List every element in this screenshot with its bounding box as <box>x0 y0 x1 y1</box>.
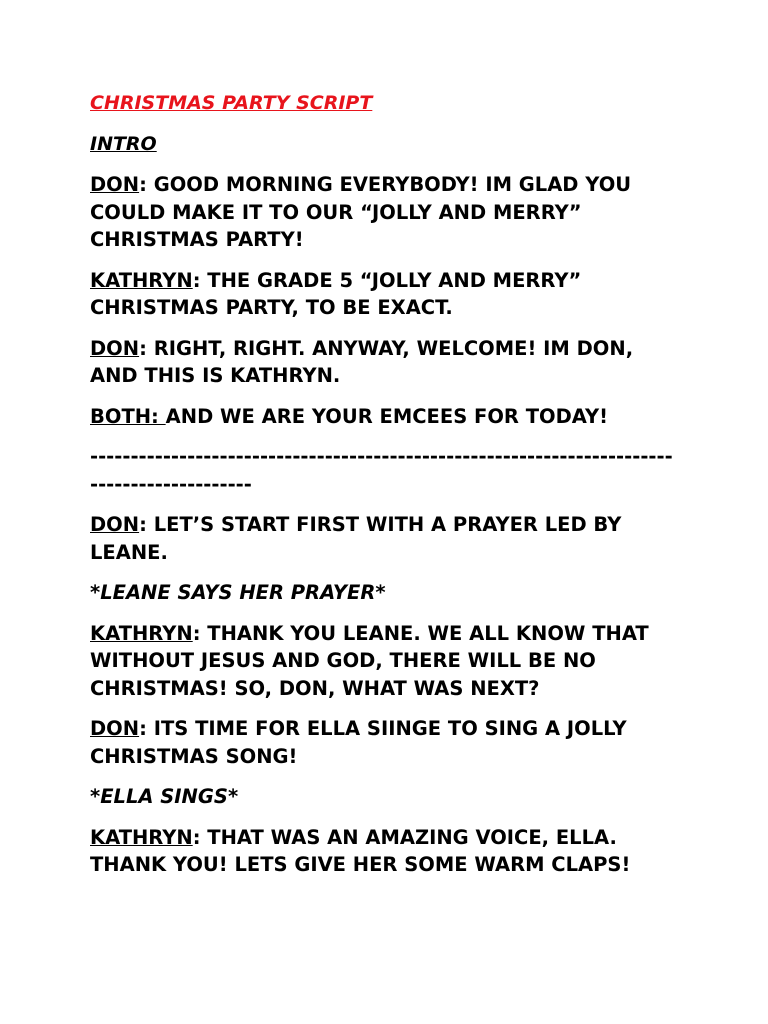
script-document <box>90 90 680 892</box>
dialogue-line <box>90 403 680 431</box>
dialogue-text: GOOD MORNING EVERYBODY! IM GLAD YOU COULD MAKE IT TO OUR “JOLLY AND MERRY” CHRISTMAS PARTY! <box>90 173 632 251</box>
dialogue-line <box>90 267 680 322</box>
intro-heading: INTRO <box>90 132 157 155</box>
speaker-name: DON <box>90 717 140 740</box>
speaker-name: DON <box>90 336 140 360</box>
dialogue-text: THAT WAS AN AMAZING VOICE, ELLA. THANK YOU! LETS GIVE HER SOME WARM CLAPS! <box>90 825 631 876</box>
document-title: CHRISTMAS PARTY SCRIPT <box>90 92 373 114</box>
speaker-separator: : <box>192 268 201 292</box>
dialogue-text: THANK YOU LEANE. WE ALL KNOW THAT WITHOUT JESUS AND GOD, THERE WILL BE NO CHRISTMAS! SO, DON, WHAT WAS NEXT? <box>90 621 649 700</box>
speaker-separator: : <box>139 717 147 740</box>
dialogue-line <box>90 620 680 703</box>
speaker-name: KATHRYN <box>90 621 193 645</box>
speaker-separator: : <box>139 513 147 536</box>
speaker-separator: : <box>192 621 201 645</box>
dialogue-text: RIGHT, RIGHT. ANYWAY, WELCOME! IM DON, AND THIS IS KATHRYN. <box>90 336 634 387</box>
speaker-name: KATHRYN <box>90 268 193 292</box>
dialogue-line <box>90 171 680 254</box>
asterisk-close: * <box>375 581 386 604</box>
speaker-name: BOTH: <box>90 404 166 428</box>
stage-direction <box>90 579 680 607</box>
stage-direction-text: ELLA SINGS <box>100 785 228 808</box>
dialogue-text: THE GRADE 5 “JOLLY AND MERRY” CHRISTMAS PARTY, TO BE EXACT. <box>90 268 582 319</box>
section-divider: -------------------------------------------------------------------------------------------- <box>90 445 673 496</box>
speaker-separator: : <box>139 173 147 196</box>
dialogue-line <box>90 335 680 390</box>
stage-direction <box>90 783 680 811</box>
dialogue-text: LET’S START FIRST WITH A PRAYER LED BY LEANE. <box>90 513 622 564</box>
dialogue-line <box>90 511 680 566</box>
dialogue-line <box>90 715 680 770</box>
dialogue-text: AND WE ARE YOUR EMCEES FOR TODAY! <box>165 404 609 428</box>
stage-direction-text: LEANE SAYS HER PRAYER <box>100 581 376 604</box>
speaker-name: KATHRYN <box>90 825 193 849</box>
asterisk-open: * <box>90 581 101 604</box>
speaker-name: DON <box>90 513 140 536</box>
speaker-separator: : <box>192 825 201 849</box>
dialogue-text: ITS TIME FOR ELLA SIINGE TO SING A JOLLY CHRISTMAS SONG! <box>90 717 627 768</box>
dialogue-line <box>90 824 680 879</box>
speaker-separator: : <box>139 336 147 360</box>
asterisk-close: * <box>227 785 239 808</box>
speaker-name: DON <box>90 173 140 196</box>
asterisk-open: * <box>90 785 101 808</box>
